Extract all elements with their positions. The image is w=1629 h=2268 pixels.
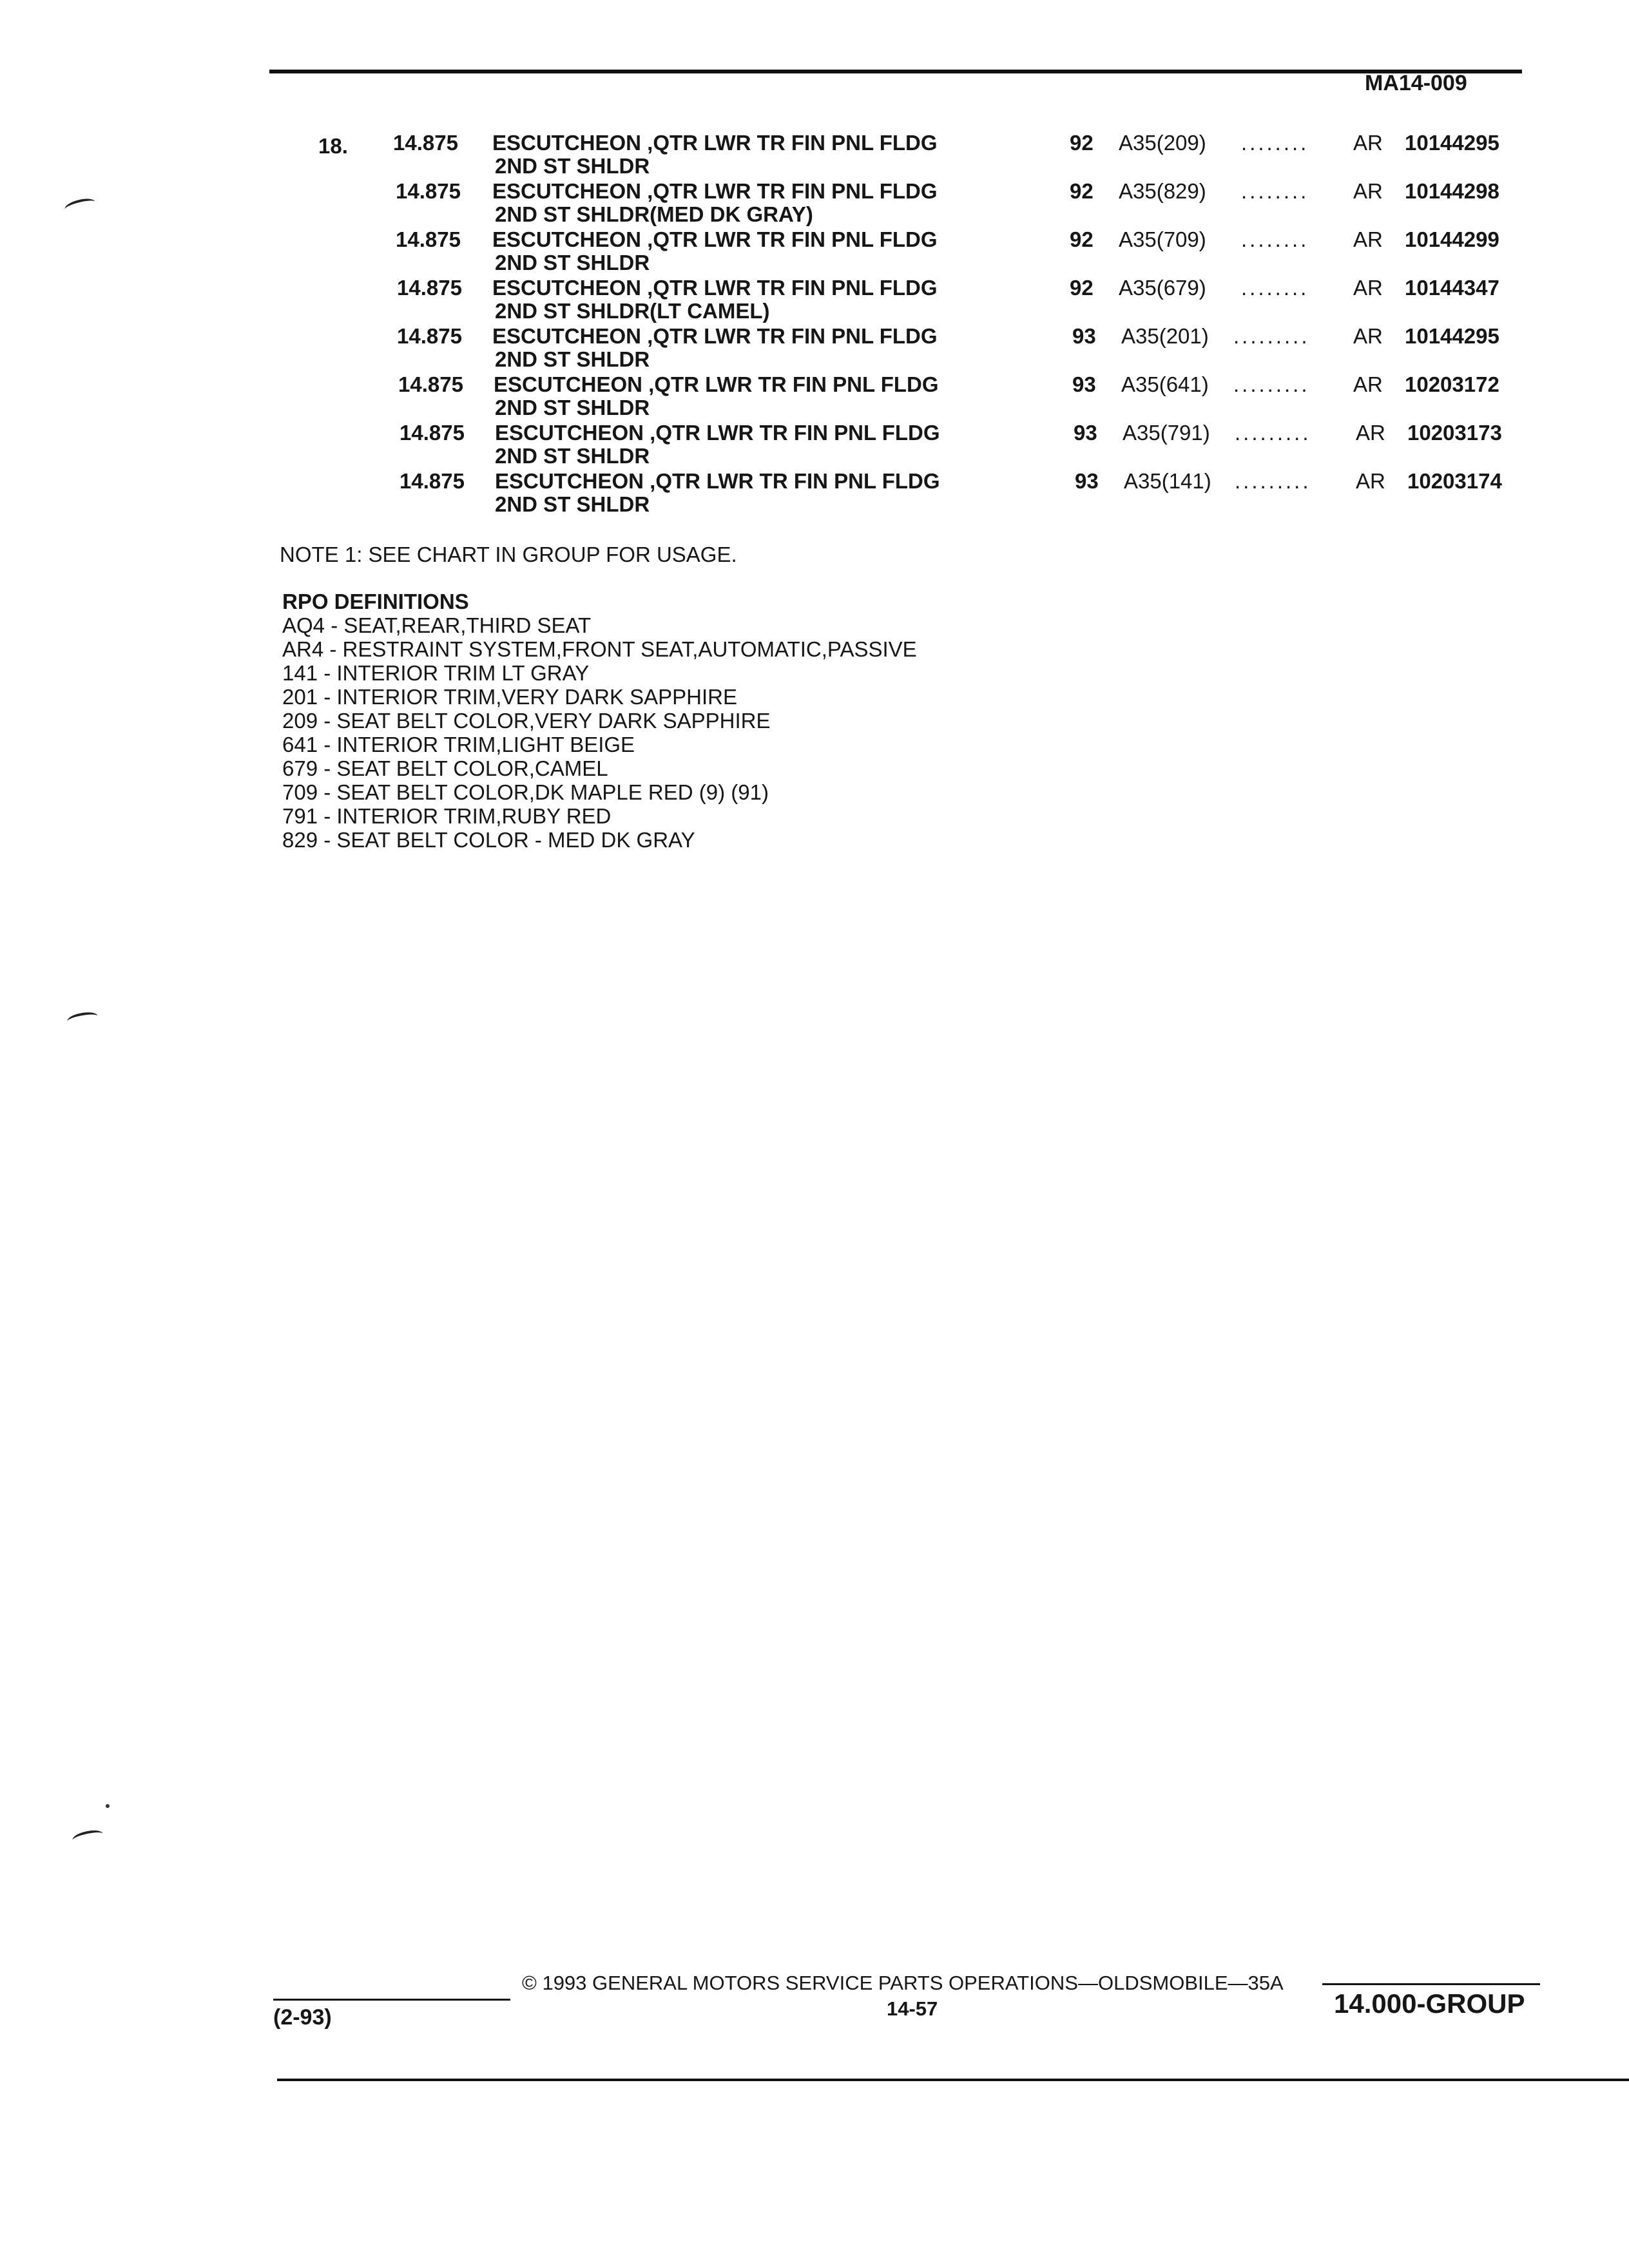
page-code: MA14-009	[1365, 71, 1467, 95]
part-description: ESCUTCHEON ,QTR LWR TR FIN PNL FLDG	[492, 276, 938, 300]
section-number: 18.	[318, 134, 348, 158]
model-code: A35(709)	[1119, 227, 1206, 251]
revision-date: (2-93)	[273, 2005, 332, 2030]
part-description-line2: 2ND ST SHLDR	[495, 396, 650, 419]
quantity: AR	[1356, 421, 1385, 445]
part-number: 10203173	[1407, 421, 1502, 445]
rpo-item: 209 - SEAT BELT COLOR,VERY DARK SAPPHIRE	[282, 709, 771, 733]
leader-dots: ........	[1241, 276, 1309, 300]
rpo-item: 641 - INTERIOR TRIM,LIGHT BEIGE	[282, 733, 635, 756]
ref-number: 14.875	[400, 469, 465, 493]
ref-number: 14.875	[396, 179, 461, 203]
part-description-line2: 2ND ST SHLDR	[495, 347, 650, 371]
ref-number: 14.875	[393, 131, 458, 155]
bottom-rule	[277, 2079, 1629, 2081]
ref-number: 14.875	[400, 421, 465, 445]
part-description-line2: 2ND ST SHLDR	[495, 444, 650, 468]
group-label: 14.000-GROUP	[1334, 1988, 1525, 2019]
leader-dots: ........	[1241, 179, 1309, 203]
binder-hole-mark	[64, 196, 97, 215]
leader-dots: .........	[1233, 324, 1310, 348]
model-code: A35(141)	[1124, 469, 1211, 493]
quantity: AR	[1353, 372, 1383, 396]
leader-dots: ........	[1241, 227, 1309, 251]
leader-dots: ........	[1241, 131, 1309, 155]
part-description-line2: 2ND ST SHLDR(LT CAMEL)	[495, 299, 770, 323]
speck-dot	[106, 1804, 110, 1808]
model-year: 92	[1070, 179, 1094, 203]
footer-rule-right	[1322, 1983, 1540, 1985]
rpo-definitions-title: RPO DEFINITIONS	[282, 590, 469, 613]
ref-number: 14.875	[397, 276, 462, 300]
quantity: AR	[1353, 179, 1383, 203]
part-description: ESCUTCHEON ,QTR LWR TR FIN PNL FLDG	[492, 131, 938, 155]
part-number: 10144295	[1405, 131, 1499, 155]
model-code: A35(201)	[1121, 324, 1209, 348]
rpo-item: 679 - SEAT BELT COLOR,CAMEL	[282, 756, 608, 780]
rpo-item: AR4 - RESTRAINT SYSTEM,FRONT SEAT,AUTOMATIC,PASSIVE	[282, 637, 917, 661]
rpo-item: 791 - INTERIOR TRIM,RUBY RED	[282, 804, 612, 828]
part-description-line2: 2ND ST SHLDR	[495, 154, 650, 178]
copyright-line: © 1993 GENERAL MOTORS SERVICE PARTS OPERATIONS—OLDSMOBILE—35A	[522, 1972, 1284, 1994]
model-year: 93	[1074, 421, 1097, 445]
ref-number: 14.875	[397, 324, 462, 348]
model-year: 93	[1072, 324, 1096, 348]
model-year: 92	[1070, 227, 1094, 251]
rpo-item: 201 - INTERIOR TRIM,VERY DARK SAPPHIRE	[282, 685, 738, 709]
model-year: 93	[1072, 372, 1096, 396]
page-number: 14-57	[887, 1997, 938, 2020]
part-number: 10203174	[1407, 469, 1502, 493]
part-number: 10144298	[1405, 179, 1499, 203]
ref-number: 14.875	[396, 227, 461, 251]
leader-dots: .........	[1233, 372, 1310, 396]
part-number: 10144299	[1405, 227, 1499, 251]
model-year: 93	[1075, 469, 1099, 493]
part-description: ESCUTCHEON ,QTR LWR TR FIN PNL FLDG	[492, 227, 938, 251]
part-description-line2: 2ND ST SHLDR(MED DK GRAY)	[495, 202, 813, 226]
rpo-item: AQ4 - SEAT,REAR,THIRD SEAT	[282, 613, 592, 637]
ref-number: 14.875	[398, 372, 463, 396]
binder-hole-mark	[72, 1828, 104, 1846]
rpo-item: 141 - INTERIOR TRIM LT GRAY	[282, 661, 590, 685]
quantity: AR	[1353, 324, 1383, 348]
part-description: ESCUTCHEON ,QTR LWR TR FIN PNL FLDG	[494, 372, 939, 396]
rpo-item: 829 - SEAT BELT COLOR - MED DK GRAY	[282, 828, 695, 852]
model-year: 92	[1070, 276, 1094, 300]
leader-dots: .........	[1235, 469, 1311, 493]
model-code: A35(679)	[1119, 276, 1206, 300]
rpo-item: 709 - SEAT BELT COLOR,DK MAPLE RED (9) (91)	[282, 780, 769, 804]
header-rule	[269, 70, 1522, 73]
usage-note: NOTE 1: SEE CHART IN GROUP FOR USAGE.	[280, 543, 737, 566]
part-number: 10144347	[1405, 276, 1499, 300]
model-code: A35(829)	[1119, 179, 1206, 203]
footer-rule-left	[273, 1999, 510, 2001]
quantity: AR	[1353, 131, 1383, 155]
model-year: 92	[1070, 131, 1094, 155]
binder-hole-mark	[66, 1010, 99, 1027]
model-code: A35(209)	[1119, 131, 1206, 155]
part-description: ESCUTCHEON ,QTR LWR TR FIN PNL FLDG	[495, 469, 940, 493]
model-code: A35(791)	[1123, 421, 1210, 445]
part-number: 10144295	[1405, 324, 1499, 348]
part-number: 10203172	[1405, 372, 1499, 396]
part-description: ESCUTCHEON ,QTR LWR TR FIN PNL FLDG	[492, 179, 938, 203]
part-description-line2: 2ND ST SHLDR	[495, 492, 650, 516]
part-description: ESCUTCHEON ,QTR LWR TR FIN PNL FLDG	[495, 421, 940, 445]
part-description: ESCUTCHEON ,QTR LWR TR FIN PNL FLDG	[492, 324, 938, 348]
part-description-line2: 2ND ST SHLDR	[495, 251, 650, 274]
quantity: AR	[1356, 469, 1385, 493]
quantity: AR	[1353, 276, 1383, 300]
model-code: A35(641)	[1121, 372, 1209, 396]
leader-dots: .........	[1235, 421, 1311, 445]
quantity: AR	[1353, 227, 1383, 251]
